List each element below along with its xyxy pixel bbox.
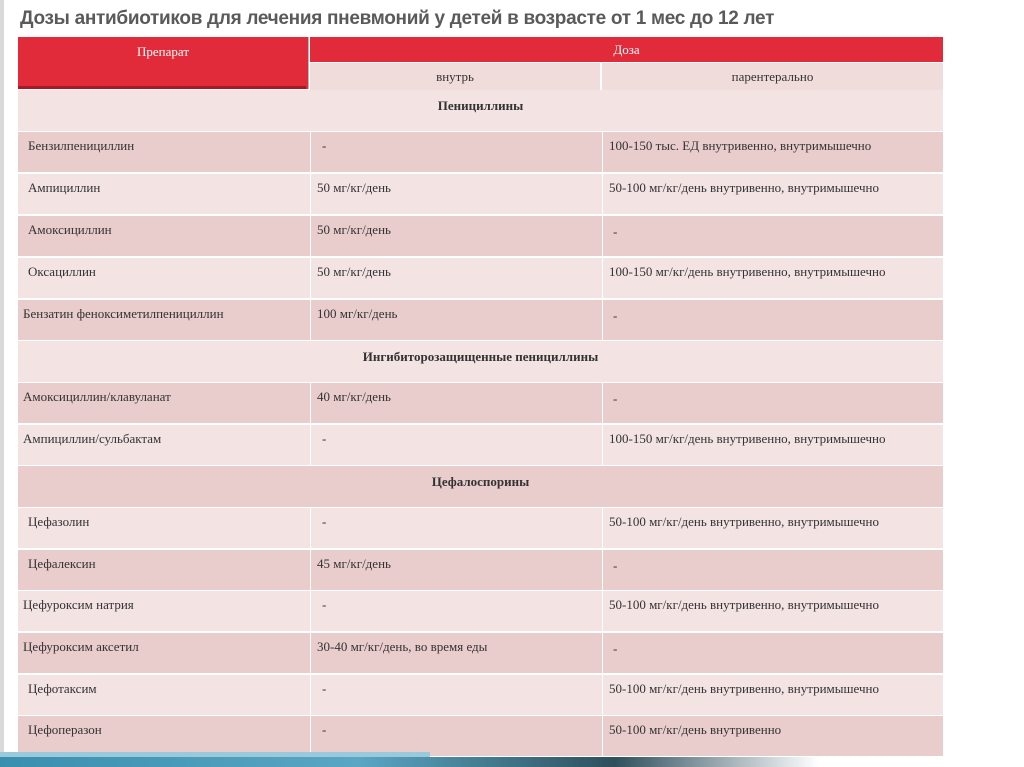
parenteral-cell: 50-100 мг/кг/день внутривенно, внутримышечно [602, 591, 943, 632]
drug-cell: Цефуроксим натрия [23, 597, 134, 612]
header-oral: внутрь [310, 63, 601, 90]
oral-cell: 100 мг/кг/день [310, 300, 602, 341]
header-drug: Препарат [18, 37, 309, 89]
drug-cell: Цефалексин [28, 556, 96, 571]
slide-title: Дозы антибиотиков для лечения пневмоний у детей в возрасте от 1 мес до 12 лет [20, 8, 775, 29]
table-row [18, 674, 943, 715]
oral-cell: - [310, 508, 602, 549]
table-row [18, 632, 943, 673]
parenteral-cell: 50-100 мг/кг/день внутривенно, внутримышечно [602, 174, 943, 215]
table-row [18, 173, 943, 214]
table-row [18, 382, 943, 423]
parenteral-cell: - [602, 300, 943, 341]
oral-cell: - [310, 675, 602, 716]
table-row [18, 299, 943, 340]
table-row [18, 715, 943, 756]
oral-cell: - [310, 716, 602, 757]
parenteral-cell: 100-150 мг/кг/день внутривенно, внутримышечно [602, 425, 943, 466]
group-row-inhibitor-protected: Ингибиторозащищенные пенициллины [18, 341, 943, 382]
oral-cell: - [310, 425, 602, 466]
drug-cell: Амоксициллин/клавуланат [23, 389, 171, 404]
parenteral-cell: 100-150 тыс. ЕД внутривенно, внутримышечно [602, 132, 943, 173]
table-row [18, 549, 943, 590]
drug-cell: Цефотаксим [28, 681, 97, 696]
parenteral-cell: - [602, 216, 943, 257]
oral-cell: 50 мг/кг/день [310, 174, 602, 215]
parenteral-cell: - [602, 633, 943, 674]
drug-cell: Цефуроксим аксетил [23, 639, 139, 654]
group-row-cephalosporins: Цефалоспорины [18, 466, 943, 507]
parenteral-cell: - [602, 550, 943, 591]
table-row [18, 215, 943, 256]
slide-left-stripe [0, 0, 4, 767]
group-row-penicillins: Пенициллины [18, 90, 943, 131]
oral-cell: - [310, 591, 602, 632]
drug-cell: Бензатин феноксиметилпенициллин [23, 306, 224, 321]
drug-cell: Ампициллин/сульбактам [23, 431, 162, 446]
oral-cell: - [310, 132, 602, 173]
oral-cell: 40 мг/кг/день [310, 383, 602, 424]
oral-cell: 30-40 мг/кг/день, во время еды [310, 633, 602, 674]
drug-cell: Цефазолин [28, 514, 90, 529]
oral-cell: 50 мг/кг/день [310, 216, 602, 257]
drug-cell: Амоксициллин [28, 222, 112, 237]
drug-cell: Бензилпенициллин [28, 138, 135, 153]
table-row [18, 257, 943, 298]
drug-cell: Оксациллин [28, 264, 96, 279]
parenteral-cell: 50-100 мг/кг/день внутривенно [602, 716, 943, 757]
parenteral-cell: 100-150 мг/кг/день внутривенно, внутримышечно [602, 258, 943, 299]
table-row [18, 590, 943, 631]
table-row [18, 507, 943, 548]
parenteral-cell: - [602, 383, 943, 424]
parenteral-cell: 50-100 мг/кг/день внутривенно, внутримышечно [602, 508, 943, 549]
oral-cell: 50 мг/кг/день [310, 258, 602, 299]
header-parenteral: парентерально [602, 63, 943, 90]
header-dose: Доза [310, 37, 943, 62]
parenteral-cell: 50-100 мг/кг/день внутривенно, внутримышечно [602, 675, 943, 716]
oral-cell: 45 мг/кг/день [310, 550, 602, 591]
drug-cell: Ампициллин [28, 180, 101, 195]
drug-cell: Цефоперазон [28, 722, 102, 737]
table-row [18, 424, 943, 465]
slide-bottom-bar [0, 757, 1024, 767]
table-row [18, 131, 943, 172]
